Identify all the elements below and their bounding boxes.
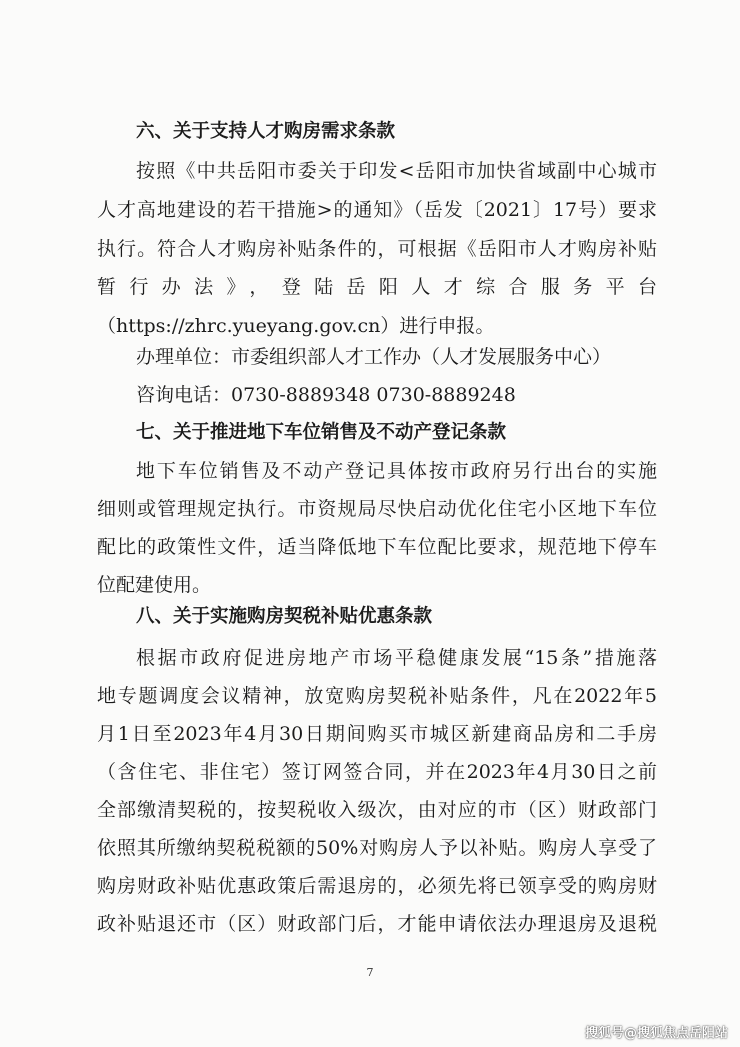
paragraph-line: 根据市政府促进房地产市场平稳健康发展“15条”措施落 bbox=[136, 647, 657, 669]
paragraph-line: 配比的政策性文件，适当降低地下车位配比要求，规范地下停车 bbox=[97, 536, 657, 558]
paragraph-line: （含住宅、非住宅）签订网签合同，并在2023年4月30日之前 bbox=[97, 761, 657, 783]
paragraph-line: 依照其所缴纳契税税额的50%对购房人予以补贴。购房人享受了 bbox=[97, 837, 657, 859]
section-heading-6: 六、关于支持人才购房需求条款 bbox=[136, 121, 396, 142]
paragraph-line: 按照《中共岳阳市委关于印发<岳阳市加快省域副中心城市 bbox=[136, 160, 657, 182]
paragraph-line: 位配建使用。 bbox=[97, 574, 212, 596]
paragraph-line: 月1日至2023年4月30日期间购买市城区新建商品房和二手房 bbox=[97, 723, 657, 745]
source-watermark: 搜狐号@搜狐焦点岳阳站 bbox=[584, 1026, 728, 1041]
paragraph-line: 人才高地建设的若干措施>的通知》（岳发〔2021〕17号）要求 bbox=[97, 199, 657, 221]
paragraph-line: 购房财政补贴优惠政策后需退房的，必须先将已领享受的购房财 bbox=[97, 875, 657, 897]
paragraph-line: （https://zhrc.yueyang.gov.cn）进行申报。 bbox=[97, 315, 495, 337]
paragraph-line: 全部缴清契税的，按契税收入级次，由对应的市（区）财政部门 bbox=[97, 799, 657, 821]
paragraph-line: 执行。符合人才购房补贴条件的，可根据《岳阳市人才购房补贴 bbox=[97, 238, 657, 260]
paragraph-line: 地专题调度会议精神，放宽购房契税补贴条件，凡在2022年5 bbox=[97, 685, 657, 707]
contact-phone: 咨询电话：0730-8889348 0730-8889248 bbox=[136, 384, 516, 406]
page-number: 7 bbox=[366, 966, 374, 979]
section-heading-7: 七、关于推进地下车位销售及不动产登记条款 bbox=[136, 422, 507, 443]
paragraph-line: 暂行办法》，登陆岳阳人才综合服务平台 bbox=[97, 276, 657, 298]
paragraph-line: 细则或管理规定执行。市资规局尽快启动优化住宅小区地下车位 bbox=[97, 498, 657, 520]
paragraph-line: 地下车位销售及不动产登记具体按市政府另行出台的实施 bbox=[136, 460, 657, 482]
section-heading-8: 八、关于实施购房契税补贴优惠条款 bbox=[136, 606, 433, 627]
contact-unit: 办理单位：市委组织部人才工作办（人才发展服务中心） bbox=[136, 346, 612, 368]
paragraph-line: 政补贴退还市（区）财政部门后，才能申请依法办理退房及退税 bbox=[97, 913, 657, 935]
